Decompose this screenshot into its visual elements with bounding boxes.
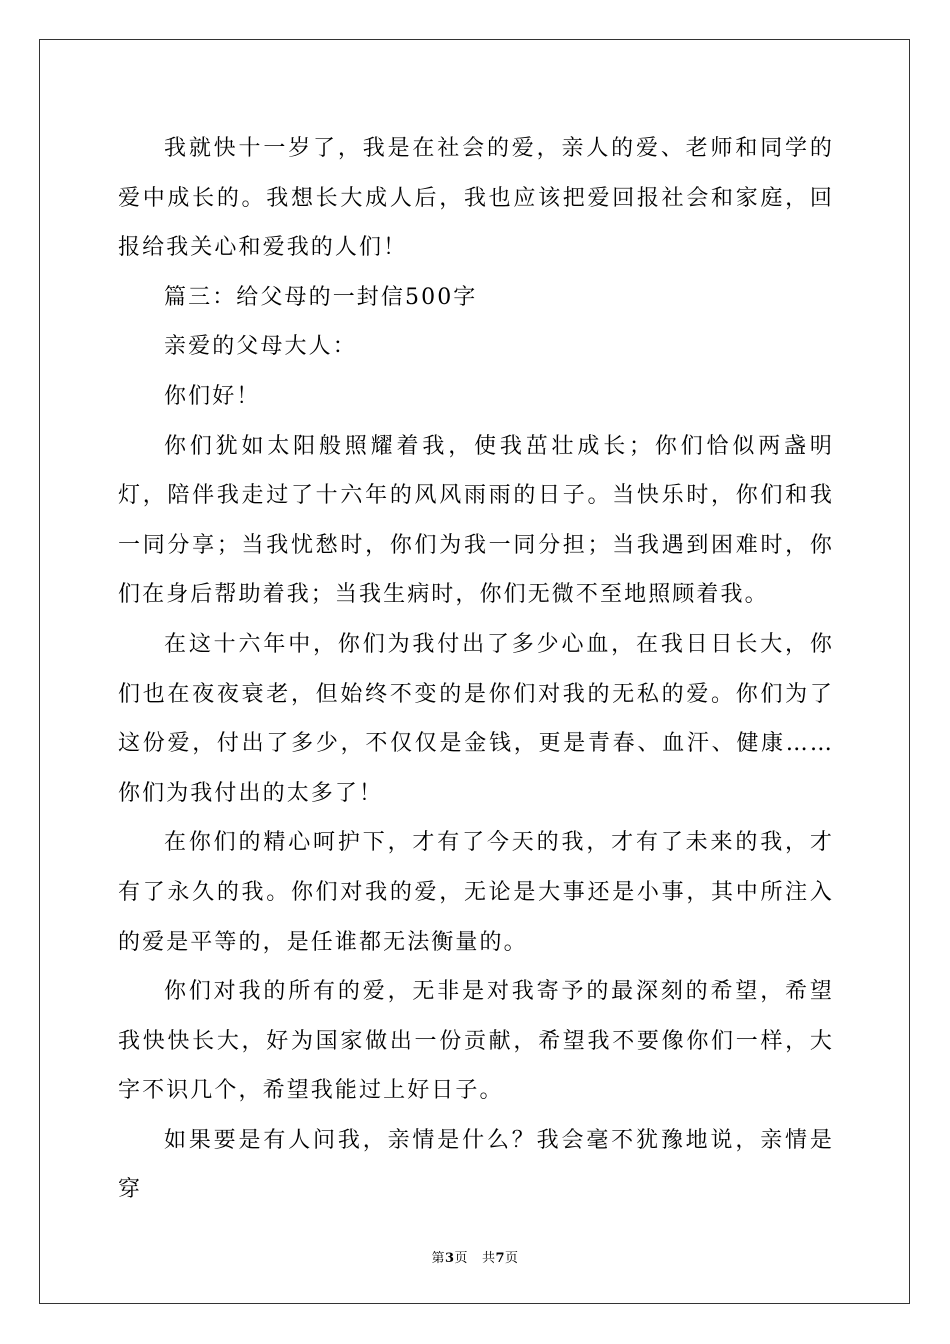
total-prefix: 共 [481,1251,496,1266]
paragraph: 在这十六年中，你们为我付出了多少心血，在我日日长大，你们也在夜夜衰老，但始终不变的是你们对我的无私的爱。你们为了这份爱，付出了多少，不仅仅是金钱，更是青春、血汗、健康……你们为我付出的太多了！ [118,631,834,806]
paragraph: 我就快十一岁了，我是在社会的爱，亲人的爱、老师和同学的爱中成长的。我想长大成人后，我也应该把爱回报社会和家庭，回报给我关心和爱我的人们！ [118,136,834,261]
page-suffix: 页 [454,1251,469,1266]
total-suffix: 页 [505,1251,519,1266]
letter-salutation: 亲爱的父母大人： [164,334,357,360]
page-prefix: 第 [431,1251,445,1266]
paragraph: 在你们的精心呵护下，才有了今天的我，才有了未来的我，才有了永久的我。你们对我的爱，无论是大事还是小事，其中所注入的爱是平等的，是任谁都无法衡量的。 [118,830,834,955]
page-footer [0,1247,950,1266]
paragraph: 你们对我的所有的爱，无非是对我寄予的最深刻的希望，希望我快快长大，好为国家做出一份贡献，希望我不要像你们一样，大字不识几个，希望我能过上好日子。 [118,979,834,1104]
letter-greeting: 你们好！ [164,383,261,409]
section-heading: 篇三：给父母的一封信500字 [164,284,478,310]
paragraph: 你们犹如太阳般照耀着我，使我茁壮成长；你们恰似两盏明灯，陪伴我走过了十六年的风风雨雨的日子。当快乐时，你们和我一同分享；当我忧愁时，你们为我一同分担；当我遇到困难时，你们在身后帮助着我；当我生病时，你们无微不至地照顾着我。 [118,433,834,608]
total-pages: 7 [495,1251,506,1266]
paragraph: 如果要是有人问我，亲情是什么？我会毫不犹豫地说，亲情是穿 [118,1127,834,1203]
document-body [118,124,834,1215]
page-number: 3 [444,1251,455,1266]
